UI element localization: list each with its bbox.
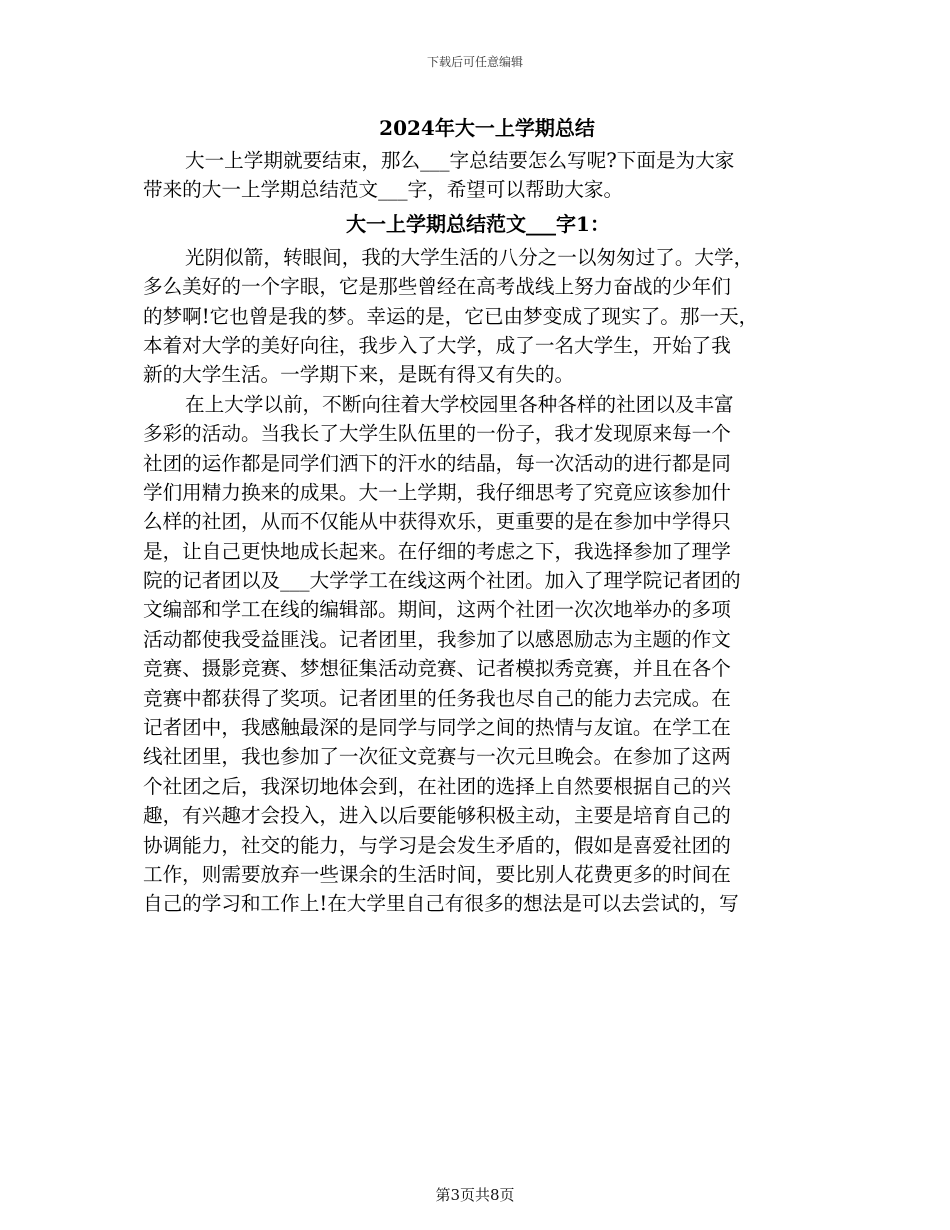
text-line: 是，让自己更快地成长起来。在仔细的考虑之下，我选择参加了理学	[143, 539, 731, 563]
text-line: 自己的学习和工作上!在大学里自己有很多的想法是可以去尝试的，写	[143, 892, 739, 916]
text-line: 活动都使我受益匪浅。记者团里，我参加了以感恩励志为主题的作文	[143, 627, 731, 651]
text-line: 协调能力，社交的能力，与学习是会发生矛盾的，假如是喜爱社团的	[143, 833, 731, 857]
text-line: 院的记者团以及___大学学工在线这两个社团。加入了理学院记者团的	[143, 569, 741, 593]
text-line: 竞赛中都获得了奖项。记者团里的任务我也尽自己的能力去完成。在	[143, 686, 731, 710]
section-heading: 大一上学期总结范文___字1：	[346, 211, 610, 236]
text-line: 趣，有兴趣才会投入，进入以后要能够积极主动，主要是培育自己的	[143, 804, 731, 828]
text-line: 竞赛、摄影竞赛、梦想征集活动竞赛、记者模拟秀竞赛，并且在各个	[143, 657, 731, 681]
text-line: 的梦啊!它也曾是我的梦。幸运的是，它已由梦变成了现实了。那一天，	[143, 304, 759, 328]
text-line: 么样的社团，从而不仅能从中获得欢乐，更重要的是在参加中学得只	[143, 510, 731, 534]
text-line: 社团的运作都是同学们洒下的汗水的结晶，每一次活动的进行都是同	[143, 451, 731, 475]
document-title: 2024年大一上学期总结	[379, 116, 595, 140]
text-line: 多彩的活动。当我长了大学生队伍里的一份子，我才发现原来每一个	[143, 422, 731, 446]
text-line: 线社团里，我也参加了一次征文竞赛与一次元旦晚会。在参加了这两	[143, 745, 731, 769]
text-line: 学们用精力换来的成果。大一上学期，我仔细思考了究竟应该参加什	[143, 480, 731, 504]
body-paragraph-2	[143, 390, 803, 919]
text-line: 本着对大学的美好向往，我步入了大学，成了一名大学生，开始了我	[143, 333, 731, 357]
text-line: 带来的大一上学期总结范文___字，希望可以帮助大家。	[143, 178, 624, 202]
text-line: 新的大学生活。一学期下来，是既有得又有失的。	[143, 363, 575, 387]
document-body	[143, 110, 803, 919]
text-line: 工作，则需要放弃一些课余的生活时间，要比别人花费更多的时间在	[143, 862, 731, 886]
intro-paragraph	[143, 146, 803, 205]
page-header: 下载后可任意编辑	[426, 55, 523, 69]
text-line: 在上大学以前，不断向往着大学校园里各种各样的社团以及丰富	[185, 392, 734, 416]
text-line: 文编部和学工在线的编辑部。期间，这两个社团一次次地举办的多项	[143, 598, 731, 622]
body-paragraph-1	[143, 243, 803, 390]
text-line: 个社团之后，我深切地体会到，在社团的选择上自然要根据自己的兴	[143, 774, 731, 798]
text-line: 多么美好的一个字眼，它是那些曾经在高考战线上努力奋战的少年们	[143, 275, 731, 299]
page-footer: 第3页共8页	[435, 1186, 515, 1204]
text-line: 记者团中，我感触最深的是同学与同学之间的热情与友谊。在学工在	[143, 716, 731, 740]
text-line: 大一上学期就要结束，那么___字总结要怎么写呢?下面是为大家	[185, 149, 735, 172]
text-line: 光阴似箭，转眼间，我的大学生活的八分之一以匆匆过了。大学，	[185, 245, 754, 269]
